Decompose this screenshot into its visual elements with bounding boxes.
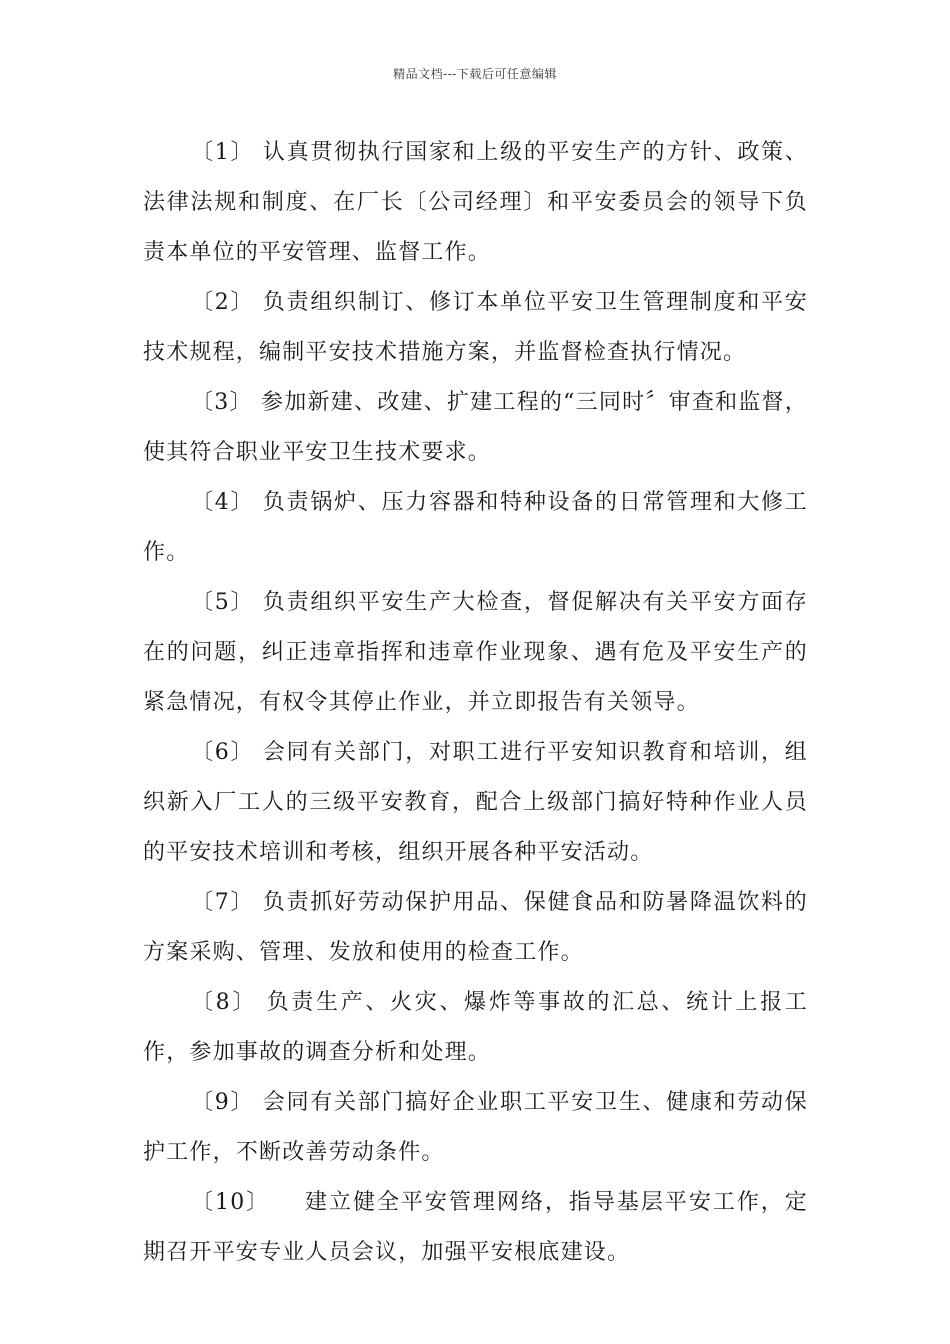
document-body <box>143 128 808 1278</box>
paragraph-text: 会同有关部门，对职工进行平安知识教育和培训，组织新入厂工人的三级平安教育，配合上级部门搞好特种作业人员的平安技术培训和考核，组织开展各种平安活动。 <box>143 740 808 865</box>
paragraph-3 <box>143 378 808 478</box>
paragraph-number: 〔3〕 <box>191 390 253 415</box>
paragraph-number: 〔6〕 <box>191 740 255 765</box>
paragraph-number: 〔5〕 <box>191 590 255 615</box>
paragraph-text: 建立健全平安管理网络，指导基层平安工作，定期召开平安专业人员会议，加强平安根底建设。 <box>143 1190 808 1265</box>
paragraph-2 <box>143 278 808 378</box>
paragraph-7 <box>143 878 808 978</box>
paragraph-number: 〔10〕 <box>191 1190 271 1215</box>
page-header: 精品文档---下载后可任意编辑 <box>393 67 557 81</box>
paragraph-text: 认真贯彻执行国家和上级的平安生产的方针、政策、法律法规和制度、在厂长〔公司经理〕和平安委员会的领导下负责本单位的平安管理、监督工作。 <box>143 140 808 265</box>
paragraph-number: 〔1〕 <box>191 140 255 165</box>
paragraph-number: 〔9〕 <box>191 1090 255 1115</box>
paragraph-text: 负责组织制订、修订本单位平安卫生管理制度和平安技术规程，编制平安技术措施方案，并监督检查执行情况。 <box>143 290 808 365</box>
paragraph-text: 参加新建、改建、扩建工程的“三同时〞审查和监督，使其符合职业平安卫生技术要求。 <box>143 390 808 465</box>
paragraph-5 <box>143 578 808 728</box>
paragraph-number: 〔2〕 <box>191 290 255 315</box>
paragraph-4 <box>143 478 808 578</box>
paragraph-6 <box>143 728 808 878</box>
paragraph-8 <box>143 978 808 1078</box>
paragraph-text: 负责抓好劳动保护用品、保健食品和防暑降温饮料的方案采购、管理、发放和使用的检查工作。 <box>143 890 808 965</box>
paragraph-text: 负责组织平安生产大检查，督促解决有关平安方面存在的问题，纠正违章指挥和违章作业现象、遇有危及平安生产的紧急情况，有权令其停止作业，并立即报告有关领导。 <box>143 590 808 715</box>
paragraph-text: 负责生产、火灾、爆炸等事故的汇总、统计上报工作，参加事故的调查分析和处理。 <box>143 990 808 1065</box>
paragraph-number: 〔4〕 <box>191 490 255 515</box>
paragraph-text: 负责锅炉、压力容器和特种设备的日常管理和大修工作。 <box>143 490 808 565</box>
paragraph-number: 〔8〕 <box>191 990 258 1015</box>
paragraph-1 <box>143 128 808 278</box>
paragraph-number: 〔7〕 <box>191 890 255 915</box>
paragraph-text: 会同有关部门搞好企业职工平安卫生、健康和劳动保护工作，不断改善劳动条件。 <box>143 1090 808 1165</box>
paragraph-10 <box>143 1178 808 1278</box>
paragraph-9 <box>143 1078 808 1178</box>
